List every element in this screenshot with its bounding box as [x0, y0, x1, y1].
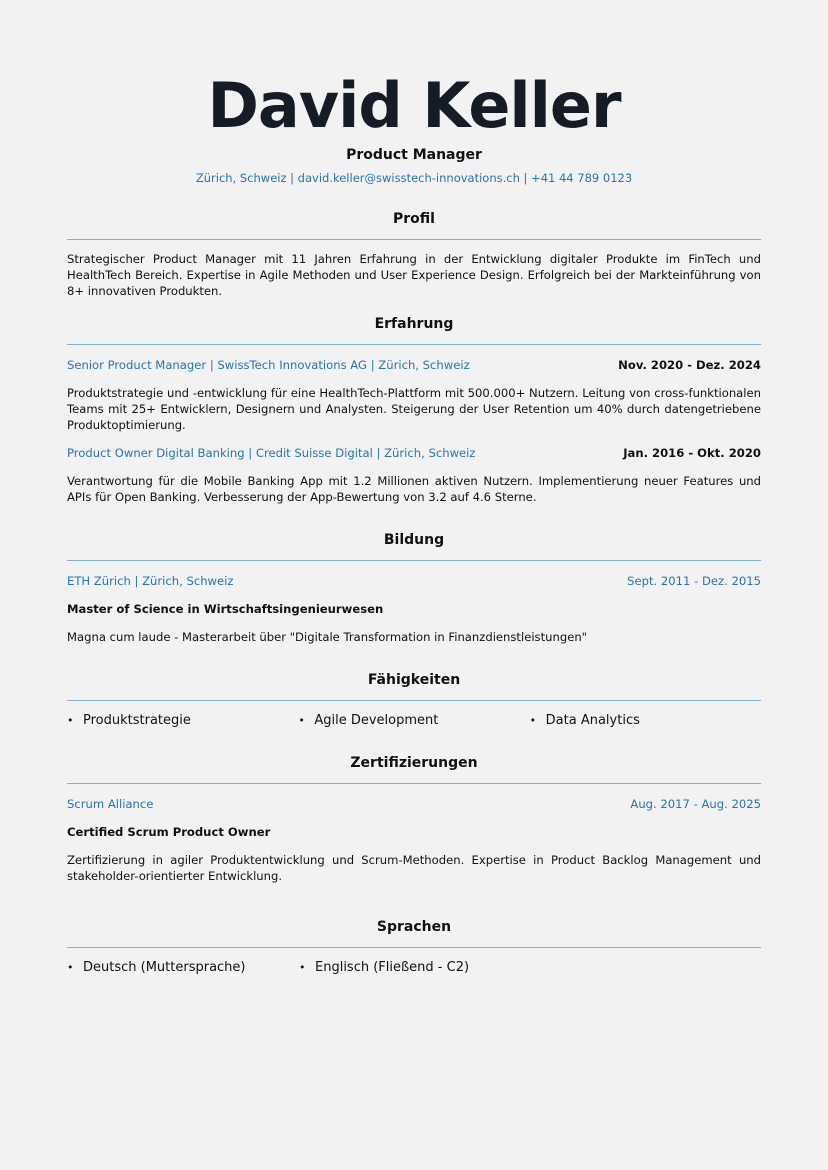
section-heading-languages: Sprachen [67, 918, 761, 948]
experience-dates: Nov. 2020 - Dez. 2024 [618, 358, 761, 372]
section-heading-certifications: Zertifizierungen [67, 754, 761, 784]
education-school: ETH Zürich | Zürich, Schweiz [67, 574, 234, 588]
certification-description: Zertifizierung in agiler Produktentwicklung und Scrum-Methoden. Expertise in Product Backlog Management und stakeholder-orientierter Entwicklung. [67, 853, 761, 883]
language-label: Englisch (Fließend - C2) [315, 960, 470, 975]
profile-text: Strategischer Product Manager mit 11 Jahren Erfahrung in der Entwicklung digitaler Produkte im FinTech und HealthTech Bereich. Expertise in Agile Methoden und User Experience Design. Erfolgreich bei der Markteinführung von 8+ innovativen Produkten. [67, 252, 761, 298]
languages-list [67, 959, 761, 977]
experience-description: Verantwortung für die Mobile Banking App mit 1.2 Millionen aktiven Nutzern. Implementierung neuer Features und APIs für Open Banking. Verbesserung der App-Bewertung von 3.2 auf 4.6 Sterne. [67, 474, 761, 504]
skill-label: Agile Development [314, 713, 439, 728]
skill-label: Data Analytics [545, 713, 640, 728]
certification-entry-header [67, 796, 761, 812]
list-item [530, 712, 761, 730]
experience-role: Senior Product Manager | SwissTech Innovations AG | Zürich, Schweiz [67, 358, 470, 372]
certification-issuer: Scrum Alliance [67, 797, 154, 811]
language-label: Deutsch (Muttersprache) [83, 960, 246, 975]
experience-entry-header [67, 357, 761, 373]
bullet-icon: • [67, 714, 74, 727]
person-name: David Keller [207, 69, 621, 142]
bullet-icon: • [299, 961, 306, 974]
list-item [67, 712, 298, 730]
education-entry-header [67, 573, 761, 589]
bullet-icon: • [67, 961, 74, 974]
section-heading-profile: Profil [67, 210, 761, 240]
list-item [299, 959, 531, 977]
education-dates: Sept. 2011 - Dez. 2015 [627, 574, 761, 588]
contact-line: Zürich, Schweiz | david.keller@swisstech-innovations.ch | +41 44 789 0123 [195, 171, 633, 185]
education-degree: Master of Science in Wirtschaftsingenieurwesen [67, 602, 384, 616]
list-item [298, 712, 529, 730]
experience-dates: Jan. 2016 - Okt. 2020 [623, 446, 761, 460]
education-note: Magna cum laude - Masterarbeit über "Digitale Transformation in Finanzdienstleistungen" [67, 630, 588, 644]
section-heading-skills: Fähigkeiten [67, 671, 761, 701]
certification-dates: Aug. 2017 - Aug. 2025 [630, 797, 761, 811]
resume-page [67, 0, 761, 977]
bullet-icon: • [529, 714, 537, 727]
job-title: Product Manager [346, 147, 482, 163]
list-item [67, 959, 299, 977]
certification-name: Certified Scrum Product Owner [67, 825, 271, 839]
section-heading-education: Bildung [67, 531, 761, 561]
experience-entry-header [67, 445, 761, 461]
section-heading-experience: Erfahrung [67, 315, 761, 345]
bullet-icon: • [298, 714, 305, 727]
skill-label: Produktstrategie [83, 713, 191, 728]
experience-role: Product Owner Digital Banking | Credit Suisse Digital | Zürich, Schweiz [67, 446, 476, 460]
experience-description: Produktstrategie und -entwicklung für eine HealthTech-Plattform mit 500.000+ Nutzern. Leitung von cross-funktionalen Teams mit 25+ Entwicklern, Designern und Analysten. Steigerung der User Retention um 40% durch datengetriebene Produktoptimierung. [67, 386, 761, 432]
skills-list [67, 712, 761, 730]
